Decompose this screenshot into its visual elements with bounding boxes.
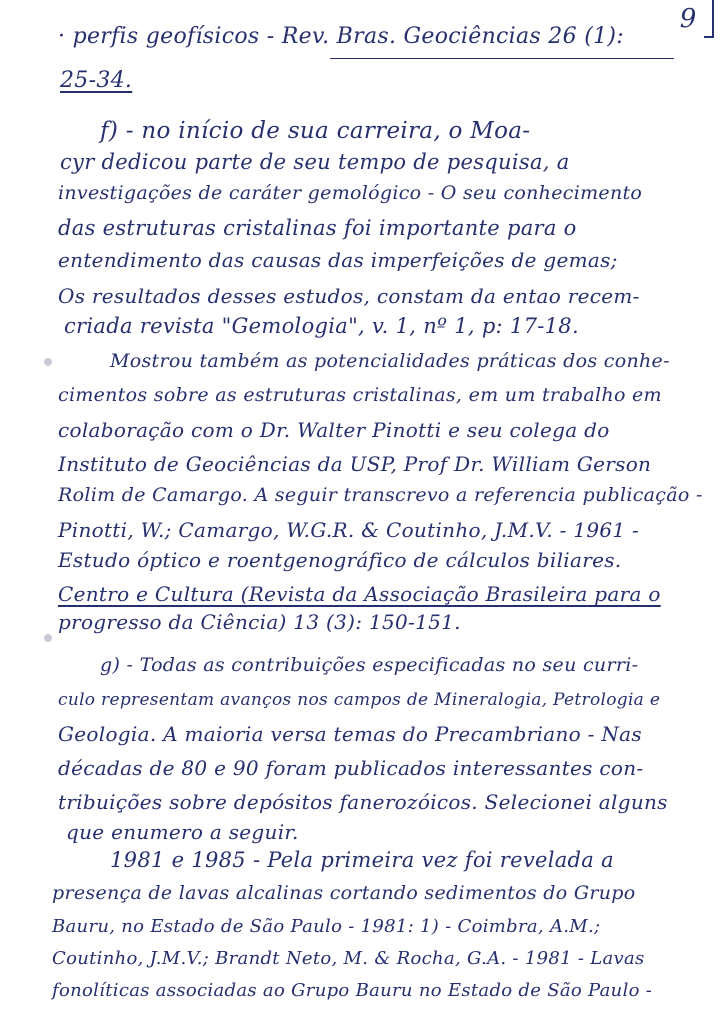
text-line: Centro e Cultura (Revista da Associação Brasileira para o: [58, 582, 661, 606]
text-line: Os resultados desses estudos, constam da entao recem-: [58, 284, 640, 308]
text-line: 25-34.: [60, 68, 133, 93]
text-line: investigações de caráter gemológico - O seu conhecimento: [58, 182, 643, 204]
text-line: Coutinho, J.M.V.; Brandt Neto, M. & Rocha, G.A. - 1981 - Lavas: [52, 948, 645, 969]
text-line: entendimento das causas das imperfeições de gemas;: [58, 248, 618, 272]
text-line: Pinotti, W.; Camargo, W.G.R. & Coutinho, J.M.V. - 1961 -: [58, 518, 640, 542]
text-line: cyr dedicou parte de seu tempo de pesquisa, a: [60, 150, 570, 174]
text-line: tribuições sobre depósitos fanerozóicos. Selecionei alguns: [58, 790, 668, 814]
text-line: décadas de 80 e 90 foram publicados interessantes con-: [58, 756, 644, 780]
text-line: culo representam avanços nos campos de Mineralogia, Petrologia e: [58, 690, 661, 710]
text-line: g) - Todas as contribuições especificadas no seu curri-: [100, 654, 639, 676]
text-line: Bauru, no Estado de São Paulo - 1981: 1) - Coimbra, A.M.;: [52, 916, 601, 937]
text-line: Mostrou também as potencialidades práticas dos conhe-: [110, 350, 670, 372]
text-line: que enumero a seguir.: [66, 820, 299, 844]
text-line: presença de lavas alcalinas cortando sedimentos do Grupo: [52, 882, 636, 904]
text-line: f) - no início de sua carreira, o Moa-: [100, 118, 531, 144]
punch-hole: [44, 358, 52, 366]
text-line: colaboração com o Dr. Walter Pinotti e seu colega do: [58, 418, 610, 442]
text-line: Rolim de Camargo. A seguir transcrevo a referencia publicação -: [58, 484, 703, 506]
text-line: 1981 e 1985 - Pela primeira vez foi revelada a: [110, 848, 614, 872]
text-line: · perfis geofísicos - Rev. Bras. Geociências 26 (1):: [58, 24, 624, 49]
text-line: fonolíticas associadas ao Grupo Bauru no Estado de São Paulo -: [52, 980, 653, 1001]
text-line: criada revista "Gemologia", v. 1, nº 1, p: 17-18.: [64, 314, 579, 338]
text-line: Geologia. A maioria versa temas do Precambriano - Nas: [58, 722, 642, 746]
text-line: Instituto de Geociências da USP, Prof Dr. William Gerson: [58, 452, 652, 476]
reference-underline: [330, 58, 674, 59]
text-line: das estruturas cristalinas foi importante para o: [58, 216, 577, 240]
text-line: Estudo óptico e roentgenográfico de cálculos biliares.: [58, 548, 622, 572]
punch-hole: [44, 634, 52, 642]
page-number: 9: [679, 4, 697, 34]
text-line: progresso da Ciência) 13 (3): 150-151.: [58, 610, 461, 634]
text-line: cimentos sobre as estruturas cristalinas, em um trabalho em: [58, 384, 662, 406]
